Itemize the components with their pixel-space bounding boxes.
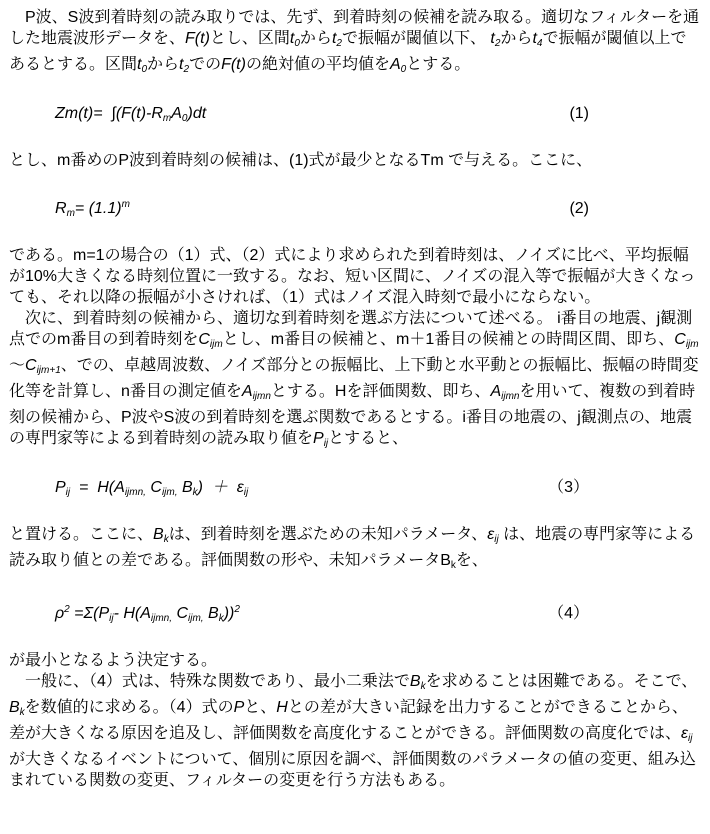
text-run: 2 — [183, 64, 190, 75]
text-run: =Σ(P — [69, 605, 110, 622]
text-run: ) ＋ ε — [197, 479, 244, 496]
text-run: で振幅が閾値以上であるとする。区間 — [9, 30, 687, 73]
equation — [9, 599, 701, 629]
text-run: 、での、卓越周波数、ノイズ部分との振幅比、上下動と水平動との振幅比、振幅の時間変化等を計算し、n番目の測定値を — [9, 357, 699, 400]
equation — [9, 103, 701, 129]
text-run: B — [203, 605, 219, 622]
text-run: と、 — [244, 699, 277, 716]
text-run: ijm+1 — [36, 365, 61, 376]
text-run: ij — [243, 487, 249, 498]
text-run: P — [233, 699, 245, 716]
text-run: ijmn — [252, 391, 271, 402]
text-run: t — [490, 30, 495, 47]
paragraph — [9, 150, 701, 171]
text-run: で振幅が閾値以下、 — [341, 30, 491, 47]
text-run: が最小となるよう決定する。 — [9, 652, 218, 669]
text-run: ijmn, — [150, 613, 173, 624]
text-run: を求めることは困難である。そこで、 — [425, 673, 698, 690]
text-run: m — [121, 199, 130, 210]
paragraph — [9, 245, 701, 308]
text-run: = (1.1) — [74, 200, 122, 217]
text-run: を、 — [455, 552, 488, 569]
text-run: とし、区間 — [209, 30, 290, 47]
text-run: との差が大きい記録を出力することができることから、差が大きくなる原因を追及し、評価関数を高度化することができる。評価関数の高度化では、 — [9, 699, 688, 742]
text-run: ij — [65, 487, 71, 498]
text-run: k — [192, 487, 198, 498]
text-run: から — [147, 56, 180, 73]
text-run: k — [420, 681, 426, 692]
text-run: ijm, — [161, 487, 178, 498]
text-run: k — [218, 613, 224, 624]
text-run: A — [171, 105, 182, 122]
text-run: P — [55, 479, 66, 496]
text-run: R — [55, 200, 67, 217]
text-run: 2 — [494, 38, 501, 49]
text-run: ijm, — [188, 613, 204, 624]
text-run: B — [153, 526, 164, 543]
paragraph — [9, 524, 701, 576]
text-run: C — [172, 605, 189, 622]
text-run: C — [198, 331, 210, 348]
text-run: F(t) — [185, 30, 210, 47]
equation — [9, 477, 701, 503]
text-run: B — [409, 673, 421, 690]
equation-formula — [55, 477, 248, 503]
text-run: C — [674, 331, 686, 348]
text-run: と置ける。ここに、 — [9, 526, 154, 543]
paragraph-text — [9, 152, 592, 169]
equation-number: (2) — [569, 200, 589, 217]
equation-number: (1) — [569, 105, 589, 122]
text-run: 0 — [141, 64, 148, 75]
text-run: が大きくなるイベントについて、個別に原因を調べ、評価関数のパラメータの値の変更、組み込まれている関数の変更、フィルターの変更を行う方法もある。 — [9, 725, 697, 789]
text-run: k — [450, 560, 456, 571]
paragraph-text — [9, 652, 217, 669]
text-run: t — [532, 30, 537, 47]
text-run: F(t) — [221, 56, 246, 73]
text-run: A — [490, 383, 502, 400]
text-run: とし、m番目の候補と、m＋1番目の候補との時間区間、即ち、 — [222, 331, 675, 348]
paragraph-text — [9, 526, 695, 569]
paragraph-text — [9, 673, 697, 789]
paragraph — [9, 7, 701, 80]
text-run: k — [19, 707, 25, 718]
text-run: から — [299, 30, 332, 47]
paragraph — [9, 671, 701, 791]
equation-formula — [55, 103, 206, 129]
text-run: 0 — [400, 64, 407, 75]
text-run: t — [179, 56, 184, 73]
text-run: ij — [688, 733, 693, 744]
equation-formula — [55, 194, 130, 224]
text-run: = H(A — [70, 479, 125, 496]
text-run: ε — [681, 725, 689, 742]
equation-number: （4） — [548, 605, 589, 622]
text-run: ijm — [209, 339, 223, 350]
paragraph-text — [9, 9, 699, 73]
text-run: 次に、到着時刻の候補から、適切な到着時刻を選ぶ方法について述べる。 i番目の地震、j観測点でのm番目の到着時刻を — [9, 310, 693, 348]
text-run: - H(A — [113, 605, 151, 622]
text-run: B — [9, 699, 20, 716]
text-run: t — [137, 56, 142, 73]
text-run: ρ — [55, 605, 65, 622]
text-run: ε — [487, 526, 495, 543]
paragraph — [9, 650, 701, 671]
text-run: m — [162, 113, 172, 124]
text-run: Zm(t)= ∫(F(t)-R — [55, 105, 163, 122]
text-run: とする。Hを評価関数、即ち、 — [270, 383, 491, 400]
text-run: 一般に、（4）式は、特殊な関数であり、最小二乗法で — [9, 673, 410, 690]
text-run: C — [25, 357, 37, 374]
paragraph-text — [9, 310, 703, 447]
text-run: である。m=1の場合の（1）式、（2）式により求められた到着時刻は、ノイズに比べ、平均振幅が10%大きくなる時刻位置に一致する。なお、短い区間に、ノイズの混入等で振幅が大きくなっても、それ以降の振幅が小さければ、（1）式はノイズ混入時刻で最小にならない。 — [9, 247, 696, 306]
paragraph-text — [9, 247, 695, 306]
text-run: 2 — [64, 604, 70, 615]
text-run: は、到着時刻を選ぶための未知パラメータ、 — [168, 526, 488, 543]
text-run: P波、S波到着時刻の読み取りでは、先ず、到着時刻の候補を読み取る。適切なフィルターを通した地震波形データを、 — [9, 9, 700, 47]
text-run: B — [177, 479, 193, 496]
text-run: は、地震の専門家等による読み取り値との差である。評価関数の形や、未知パラメータB — [9, 526, 696, 569]
text-run: A — [241, 383, 253, 400]
text-run: t — [289, 30, 295, 47]
text-run: 2 — [336, 38, 342, 49]
equation-number: （3） — [548, 479, 589, 496]
text-run: ijmn, — [124, 487, 146, 498]
equation — [9, 194, 701, 224]
equation-formula — [55, 599, 240, 629]
text-run: C — [145, 479, 162, 496]
text-run: とし、m番めのP波到着時刻の候補は、(1)式が最少となるTm で与える。ここに、 — [9, 152, 593, 169]
text-run: を数値的に求める。（4）式の — [24, 699, 234, 716]
text-run: P — [313, 430, 324, 447]
text-run: ～ — [9, 331, 704, 374]
text-run: から — [500, 30, 533, 47]
text-run: での — [189, 56, 222, 73]
text-run: A — [389, 56, 401, 73]
text-run: ijm — [685, 339, 699, 350]
text-run: 0 — [181, 113, 188, 124]
text-run: 0 — [294, 38, 300, 49]
text-run: ijmn — [501, 391, 520, 402]
text-run: )) — [223, 605, 235, 622]
text-run: 4 — [536, 38, 543, 49]
text-run: を用いて、複数の到着時刻の候補から、P波やS波の到着時刻を選ぶ関数であるとする。i番目の地震の、j観測点の、地震の専門家等による到着時刻の読み取り値を — [9, 383, 696, 447]
text-run: ij — [323, 438, 329, 449]
paragraph — [9, 308, 704, 454]
text-run: とすると、 — [328, 430, 409, 447]
text-run: m — [66, 208, 75, 219]
text-run: t — [331, 30, 337, 47]
text-run: 2 — [234, 604, 240, 615]
text-run: ij — [494, 534, 499, 545]
text-run: H — [276, 699, 288, 716]
text-run: k — [163, 534, 169, 545]
text-run: とする。 — [406, 56, 471, 73]
text-run: の絶対値の平均値を — [245, 56, 390, 73]
text-run: ij — [109, 613, 114, 624]
text-run: )dt — [187, 105, 207, 122]
